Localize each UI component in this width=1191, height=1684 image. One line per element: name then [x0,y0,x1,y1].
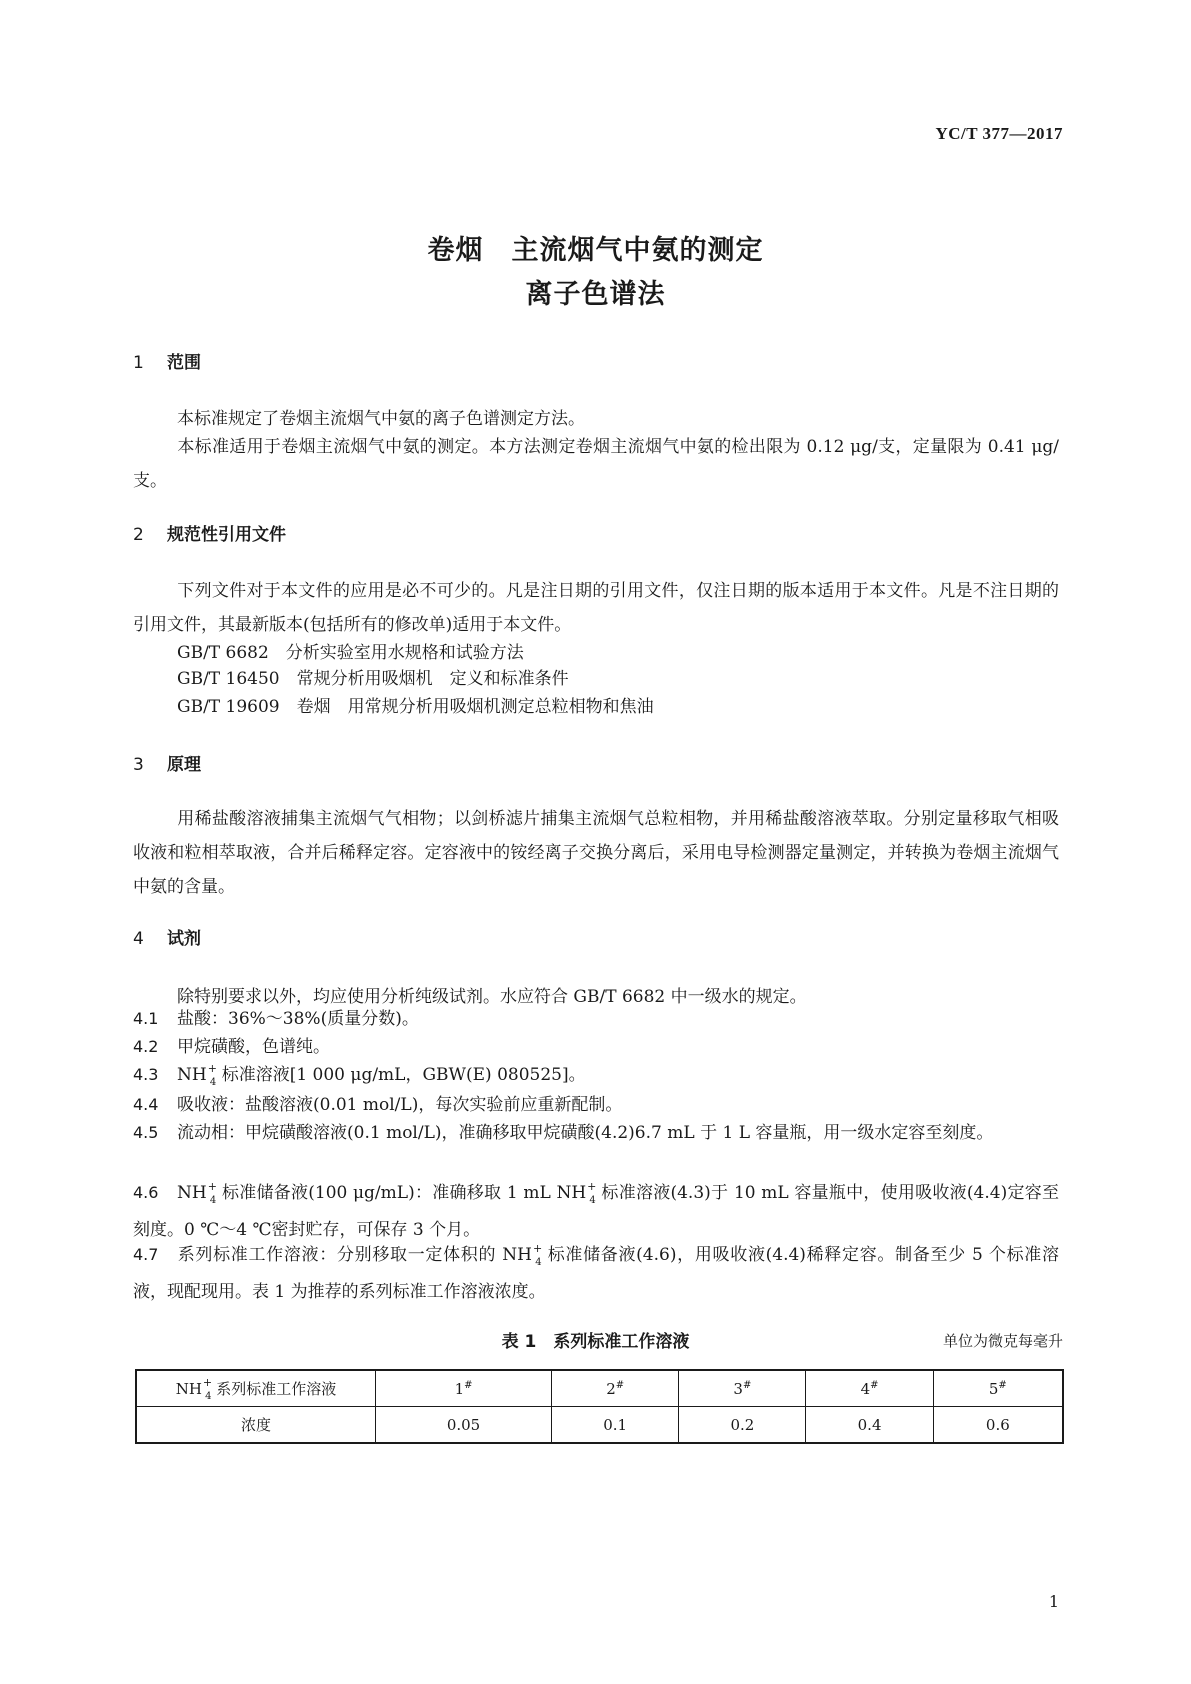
clause-4-2: 4.2 甲烷磺酸，色谱纯。 [133,1037,330,1057]
table-cell: 0.4 [806,1407,933,1444]
table-cell-label: $NH^+_4$ 系列标准工作溶液 [136,1370,376,1407]
table-caption: 表 1 系列标准工作溶液 [501,1332,690,1352]
scope-paragraph-2: 本标准适用于卷烟主流烟气中氨的测定。本方法测定卷烟主流烟气中氨的检出限为 0.12 μg/支，定量限为 0.41 μg/支。 [133,437,1059,491]
principle-paragraph: 用稀盐酸溶液捕集主流烟气气相物；以剑桥滤片捕集主流烟气总粒相物，并用稀盐酸溶液萃取。分别定量移取气相吸收液和粒相萃取液，合并后稀释定容。定容液中的铵经离子交换分离后，采用电导检测器定量测定，并转换为卷烟主流烟气中氨的含量。 [133,809,1059,897]
clause-4-7: 4.7 系列标准工作溶液：分别移取一定体积的 $NH^+_4$ 标准储备液(4.6)，用吸收液(4.4)稀释定容。制备至少 5 个标准溶液，现配现用。表 1 为推荐的系列标准工作溶液浓度。 [133,1242,1059,1302]
page-number: 1 [1048,1592,1059,1611]
table-header-cell: 1# [376,1370,552,1407]
table-cell: 0.2 [679,1407,806,1444]
section-title: 试剂 [167,929,201,949]
scope-paragraph-1: 本标准规定了卷烟主流烟气中氨的离子色谱测定方法。 [177,409,585,429]
standard-solutions-table [135,1369,1064,1444]
section-number: 4 [133,929,144,949]
section-heading-references [133,520,286,545]
clause-4-6: 4.6 $NH^+_4$ 标准储备液(100 μg/mL)：准确移取 1 mL $NH^+_4$ 标准溶液(4.3)于 10 mL 容量瓶中，使用吸收液(4.4)定容至刻度。0 ℃～4 ℃密封贮存，可保存 3 个月。 [133,1180,1059,1240]
section-number: 3 [133,755,144,775]
document-title: 卷烟 主流烟气中氨的测定 [427,235,764,266]
section-number: 2 [133,525,144,545]
table-cell: 0.6 [933,1407,1063,1444]
clause-4-4: 4.4 吸收液：盐酸溶液(0.01 mol/L)，每次实验前应重新配制。 [133,1095,623,1115]
table-header-cell: 3# [679,1370,806,1407]
reference-item: GB/T 6682 分析实验室用水规格和试验方法 [177,643,524,663]
table-row [136,1407,1063,1444]
section-title: 原理 [167,755,201,775]
standard-code: YC/T 377—2017 [935,124,1063,143]
section-heading-scope [133,348,201,373]
table-cell: 0.1 [552,1407,679,1444]
table-header-cell: 2# [552,1370,679,1407]
table-cell-label: 浓度 [136,1407,376,1444]
clause-4-5: 4.5 流动相：甲烷磺酸溶液(0.1 mol/L)，准确移取甲烷磺酸(4.2)6.7 mL 于 1 L 容量瓶，用一级水定容至刻度。 [133,1123,994,1143]
section-number: 1 [133,353,144,373]
section-heading-reagents [133,924,201,949]
section-heading-principle [133,750,201,775]
table-header-cell: 4# [806,1370,933,1407]
clause-4-3: 4.3 $NH^+_4$ 标准溶液[1 000 μg/mL，GBW(E) 080525]。 [133,1062,586,1088]
reference-item: GB/T 19609 卷烟 用常规分析用吸烟机测定总粒相物和焦油 [177,697,654,717]
references-intro: 下列文件对于本文件的应用是必不可少的。凡是注日期的引用文件，仅注日期的版本适用于本文件。凡是不注日期的引用文件，其最新版本(包括所有的修改单)适用于本文件。 [133,581,1059,635]
clause-4-1: 4.1 盐酸：36%～38%(质量分数)。 [133,1009,419,1029]
table-unit: 单位为微克每毫升 [942,1332,1063,1350]
table-row [136,1370,1063,1407]
section-title: 范围 [167,353,201,373]
document-subtitle: 离子色谱法 [525,279,666,310]
table-cell: 0.05 [376,1407,552,1444]
reagents-intro: 除特别要求以外，均应使用分析纯级试剂。水应符合 GB/T 6682 中一级水的规定。 [177,987,807,1007]
table-header-cell: 5# [933,1370,1063,1407]
reference-item: GB/T 16450 常规分析用吸烟机 定义和标准条件 [177,669,569,689]
section-title: 规范性引用文件 [167,525,286,545]
